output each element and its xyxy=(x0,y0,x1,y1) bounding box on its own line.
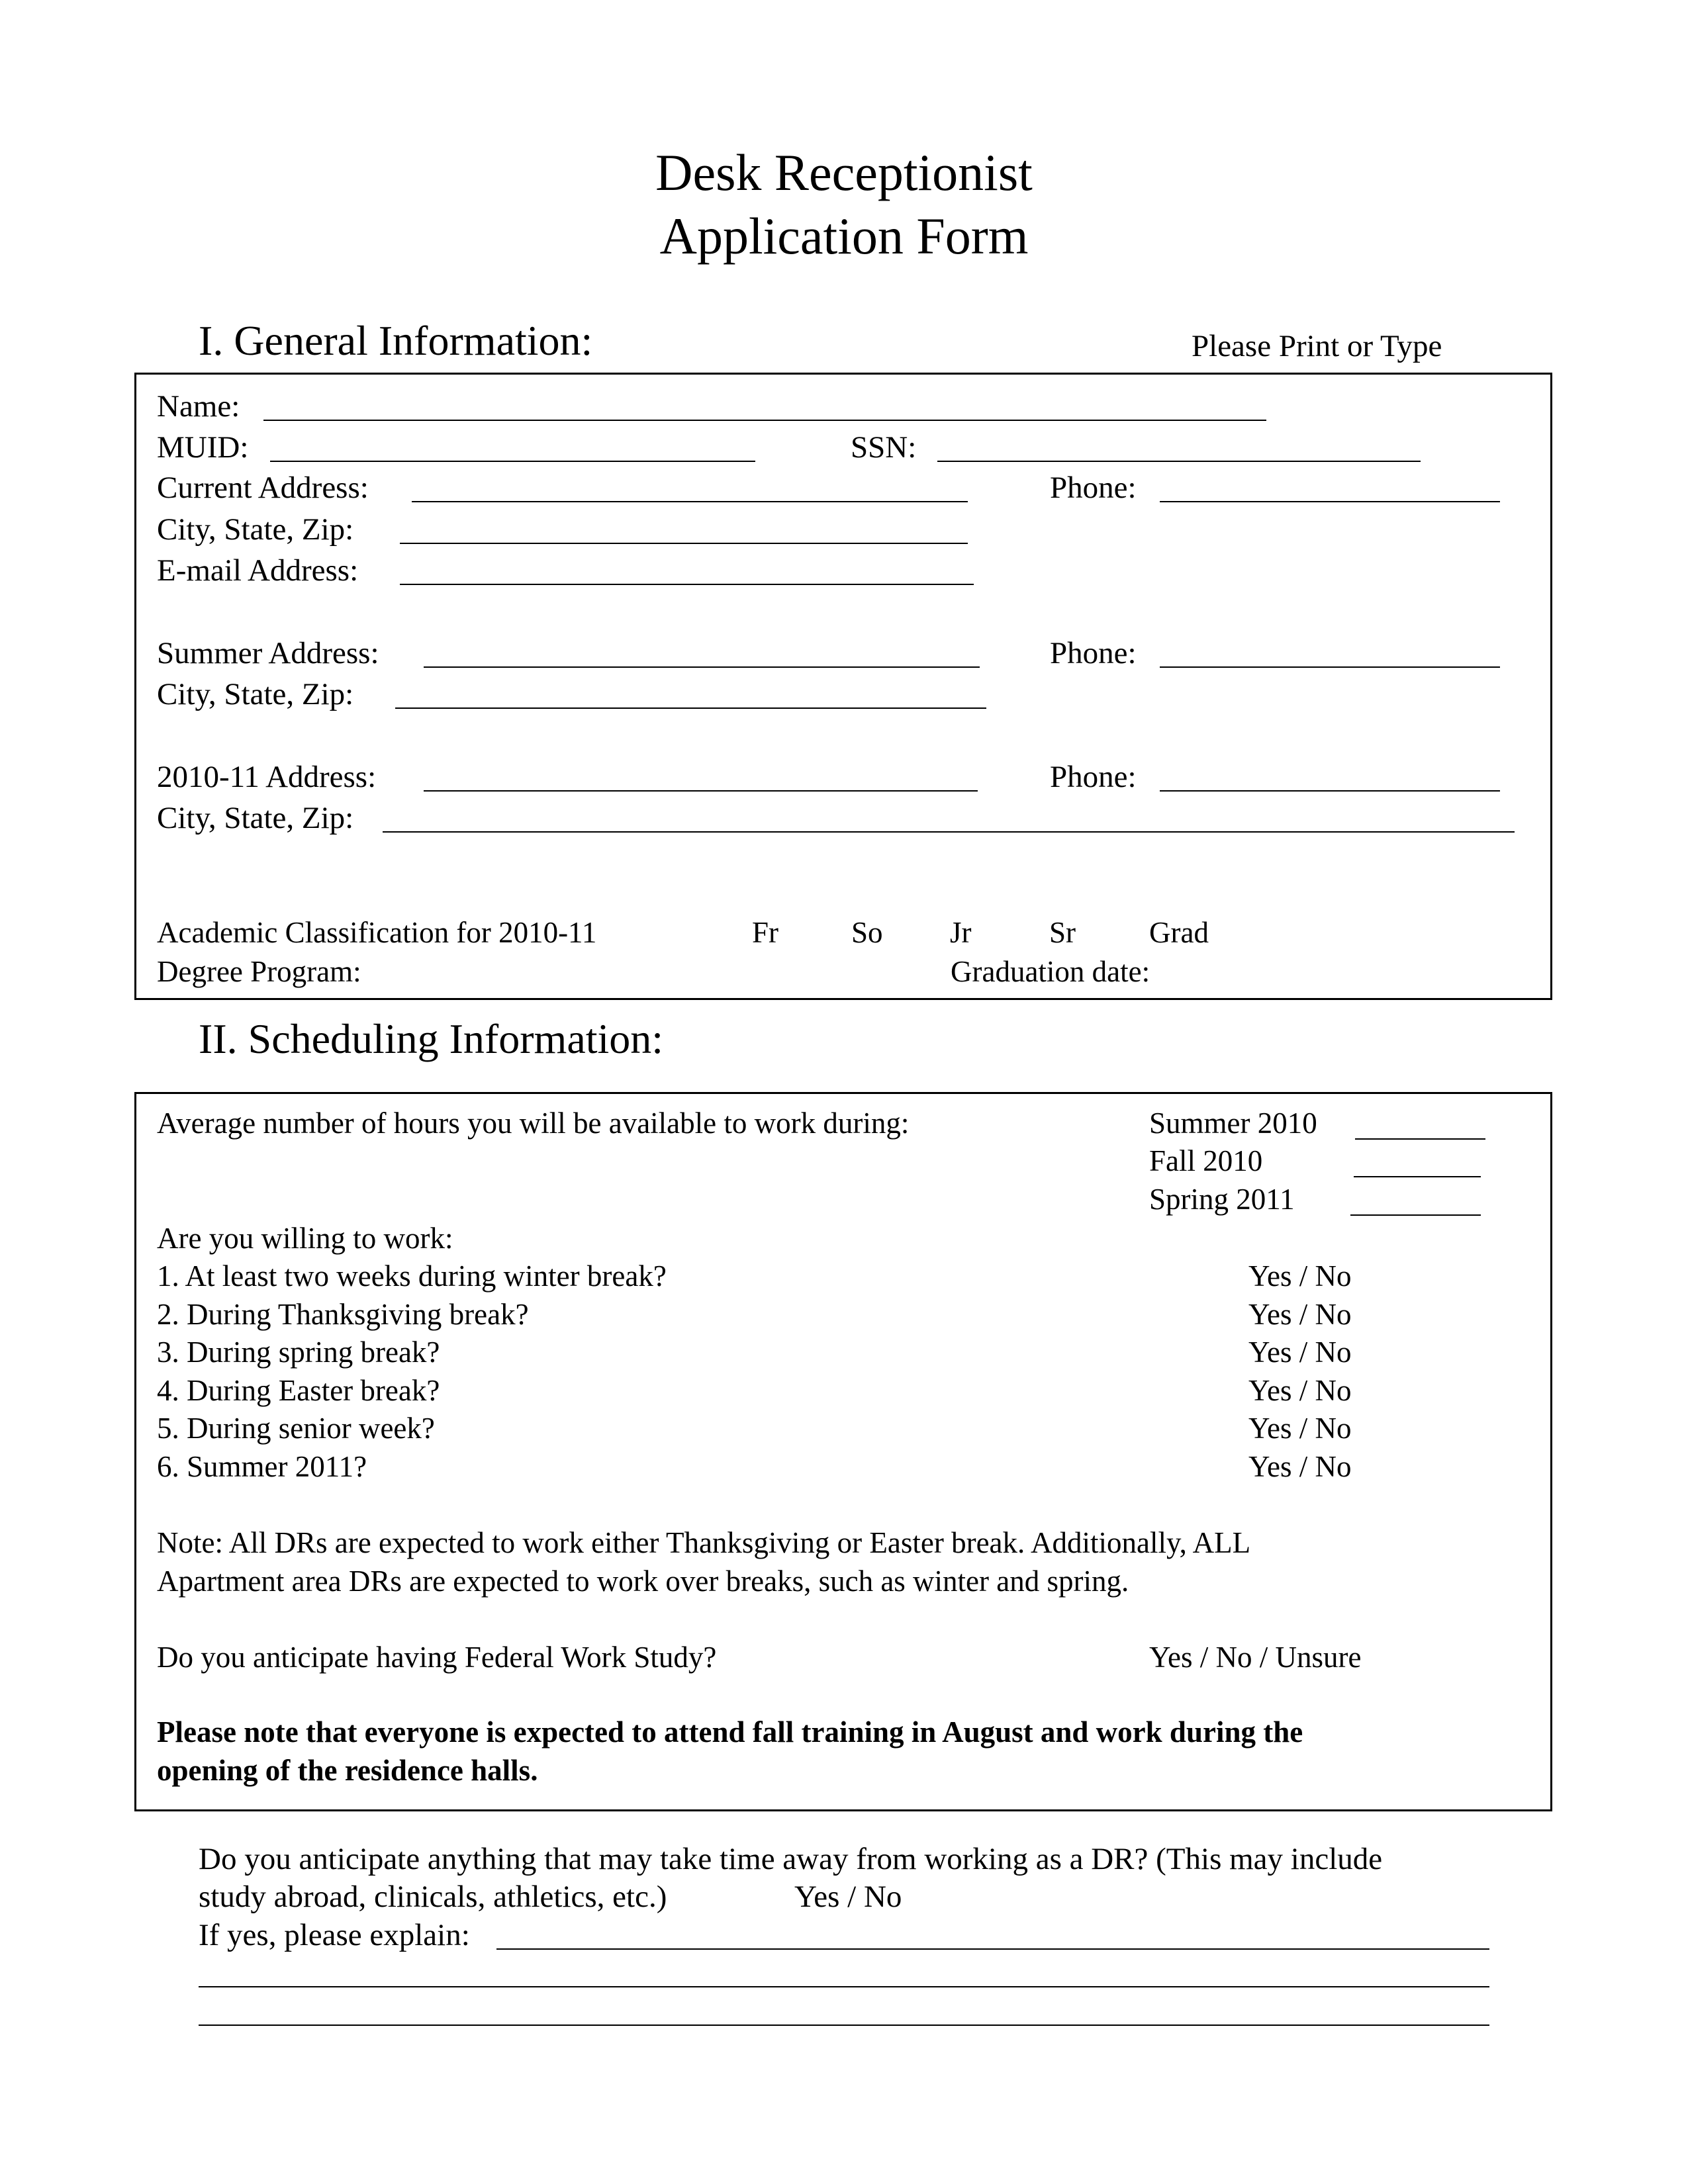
explain-field-line1[interactable] xyxy=(496,1948,1489,1950)
willing-label: Are you willing to work: xyxy=(157,1222,453,1255)
question-3: 3. During spring break? xyxy=(157,1336,440,1369)
section1-heading: I. General Information: xyxy=(199,317,593,364)
email-field[interactable] xyxy=(400,584,974,585)
year-phone-field[interactable] xyxy=(1160,790,1500,792)
term-summer-field[interactable] xyxy=(1355,1138,1485,1140)
explain-field-line3[interactable] xyxy=(199,2025,1489,2026)
class-option-jr[interactable]: Jr xyxy=(950,916,972,949)
class-option-sr[interactable]: Sr xyxy=(1049,916,1076,949)
current-address-label: Current Address: xyxy=(157,471,369,505)
graduation-date-label: Graduation date: xyxy=(951,955,1150,988)
answer-2[interactable]: Yes / No xyxy=(1248,1298,1352,1331)
fws-answer[interactable]: Yes / No / Unsure xyxy=(1149,1641,1362,1674)
class-option-fr[interactable]: Fr xyxy=(752,916,779,949)
question-2: 2. During Thanksgiving break? xyxy=(157,1298,529,1331)
year-address-field[interactable] xyxy=(424,790,978,792)
explain-field-line2[interactable] xyxy=(199,1986,1489,1987)
summer-address-field[interactable] xyxy=(424,666,980,668)
term-fall-label: Fall 2010 xyxy=(1149,1144,1263,1177)
ssn-label: SSN: xyxy=(851,430,917,465)
time-away-question-line1: Do you anticipate anything that may take time away from working as a DR? (This may include xyxy=(199,1842,1383,1876)
name-field[interactable] xyxy=(263,420,1266,421)
answer-1[interactable]: Yes / No xyxy=(1248,1259,1352,1293)
current-city-label: City, State, Zip: xyxy=(157,512,354,547)
ssn-field[interactable] xyxy=(937,461,1421,462)
current-city-field[interactable] xyxy=(400,543,968,544)
year-phone-label: Phone: xyxy=(1050,760,1137,794)
year-city-field[interactable] xyxy=(383,831,1515,833)
section2-heading: II. Scheduling Information: xyxy=(199,1015,664,1062)
question-6: 6. Summer 2011? xyxy=(157,1450,367,1483)
summer-phone-field[interactable] xyxy=(1160,666,1500,668)
year-city-label: City, State, Zip: xyxy=(157,801,354,835)
bold-note-line1: Please note that everyone is expected to attend fall training in August and work during the xyxy=(157,1715,1303,1749)
name-label: Name: xyxy=(157,389,240,424)
muid-field[interactable] xyxy=(270,461,755,462)
answer-4[interactable]: Yes / No xyxy=(1248,1374,1352,1407)
question-5: 5. During senior week? xyxy=(157,1412,435,1445)
question-1: 1. At least two weeks during winter break? xyxy=(157,1259,667,1293)
summer-city-field[interactable] xyxy=(395,707,986,709)
current-address-field[interactable] xyxy=(412,501,968,502)
print-note: Please Print or Type xyxy=(1192,329,1442,363)
answer-3[interactable]: Yes / No xyxy=(1248,1336,1352,1369)
summer-address-label: Summer Address: xyxy=(157,636,379,670)
explain-label: If yes, please explain: xyxy=(199,1918,470,1952)
current-phone-field[interactable] xyxy=(1160,501,1500,502)
class-option-so[interactable]: So xyxy=(851,916,883,949)
term-summer-label: Summer 2010 xyxy=(1149,1107,1317,1140)
muid-label: MUID: xyxy=(157,430,249,465)
summer-phone-label: Phone: xyxy=(1050,636,1137,670)
academic-classification-label: Academic Classification for 2010-11 xyxy=(157,916,597,949)
answer-6[interactable]: Yes / No xyxy=(1248,1450,1352,1483)
fws-question: Do you anticipate having Federal Work Study? xyxy=(157,1641,717,1674)
page-title-line2: Application Form xyxy=(659,207,1029,265)
current-phone-label: Phone: xyxy=(1050,471,1137,505)
year-address-label: 2010-11 Address: xyxy=(157,760,377,794)
note-line2: Apartment area DRs are expected to work over breaks, such as winter and spring. xyxy=(157,1565,1129,1598)
bold-note-line2: opening of the residence halls. xyxy=(157,1754,538,1787)
term-spring-label: Spring 2011 xyxy=(1149,1183,1295,1216)
email-label: E-mail Address: xyxy=(157,553,359,588)
term-spring-field[interactable] xyxy=(1350,1214,1481,1216)
class-option-grad[interactable]: Grad xyxy=(1149,916,1209,949)
hours-question: Average number of hours you will be available to work during: xyxy=(157,1107,910,1140)
note-line1: Note: All DRs are expected to work either Thanksgiving or Easter break. Additionally, ALL xyxy=(157,1526,1251,1559)
term-fall-field[interactable] xyxy=(1354,1176,1481,1177)
time-away-answer[interactable]: Yes / No xyxy=(794,1880,902,1914)
page-title-line1: Desk Receptionist xyxy=(655,144,1033,201)
summer-city-label: City, State, Zip: xyxy=(157,677,354,711)
answer-5[interactable]: Yes / No xyxy=(1248,1412,1352,1445)
time-away-question-line2: study abroad, clinicals, athletics, etc.) xyxy=(199,1880,667,1914)
degree-program-label: Degree Program: xyxy=(157,955,361,988)
question-4: 4. During Easter break? xyxy=(157,1374,440,1407)
